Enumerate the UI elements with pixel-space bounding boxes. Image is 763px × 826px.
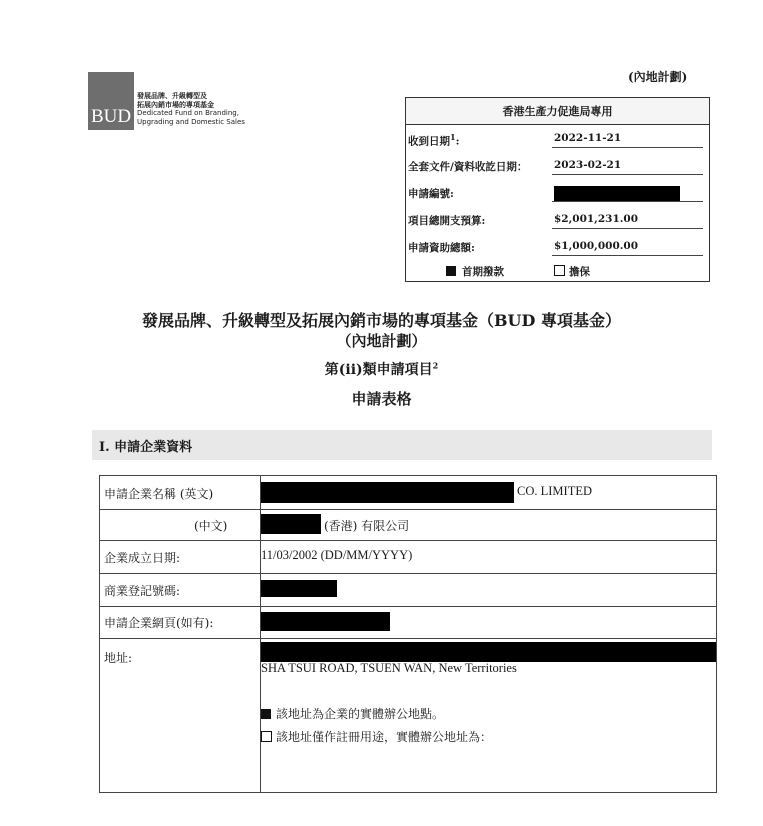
bud-logo: [88, 72, 134, 130]
name-en-label: 申請企業名稱 (英文): [104, 487, 214, 501]
logo-line: 發展品牌、升級轉型及: [137, 92, 207, 100]
footnote-mark: 2: [432, 360, 439, 371]
office-value: $2,001,231.00: [554, 213, 639, 225]
office-label: 項目總開支預算:: [408, 215, 486, 227]
applicant-info-table: [99, 475, 717, 793]
option-label: 該地址為企業的實體辦公地點。: [276, 707, 445, 721]
office-row-funding: [406, 234, 709, 260]
address-option-physical[interactable]: [261, 705, 444, 722]
address-option-registered-only[interactable]: [261, 728, 492, 745]
established-value: 11/03/2002 (DD/MM/YYYY): [261, 548, 413, 562]
website-label: 申請企業網頁(如有):: [104, 616, 214, 630]
option-label: 首期撥款: [462, 266, 504, 278]
name-zh-label: (中文): [194, 519, 228, 533]
office-row-received-date: [406, 126, 709, 152]
address-value: SHA TSUI ROAD, TSUEN WAN, New Territories: [261, 661, 517, 675]
form-type: 申請表格: [351, 390, 412, 408]
form-title: 發展品牌、升級轉型及拓展內銷市場的專項基金（BUD 專項基金）: [142, 311, 621, 330]
option-label: 該地址僅作註冊用途，實體辦公地址為：: [276, 730, 493, 744]
redacted-block: [261, 580, 337, 597]
logo-line: 拓展內銷市場的專項基金: [137, 100, 214, 109]
empty-box-icon: [554, 265, 565, 276]
office-label: 全套文件/資料收訖日期：: [408, 161, 528, 173]
form-subtitle: （內地計劃）: [336, 332, 427, 350]
checked-box-icon: [446, 266, 456, 276]
name-en-value: CO. LIMITED: [517, 484, 592, 498]
office-label: 收到日期: [408, 135, 450, 148]
office-row-options: [406, 258, 709, 284]
office-label-suffix: :: [455, 135, 460, 148]
form-category: [0, 359, 763, 379]
option-first-payment[interactable]: [446, 264, 504, 279]
office-use-box: [405, 97, 710, 282]
logo-mark: BUD: [90, 106, 132, 127]
office-use-title: 香港生產力促進局專用: [406, 98, 709, 125]
office-value: $1,000,000.00: [554, 240, 639, 252]
office-row-application-no: [406, 180, 709, 206]
br-number-label: 商業登記號碼:: [104, 584, 181, 598]
established-label: 企業成立日期:: [104, 551, 181, 565]
redacted-block: [261, 482, 514, 503]
name-zh-value: (香港) 有限公司: [324, 519, 410, 533]
redacted-block: [261, 612, 390, 631]
checked-box-icon: [261, 709, 271, 719]
office-label: 申請資助總額:: [408, 242, 475, 254]
footnote-mark: 1: [450, 132, 456, 142]
redacted-block: [261, 642, 716, 662]
office-row-complete-date: [406, 153, 709, 179]
office-value: 2023-02-21: [554, 159, 622, 171]
redacted-block: [261, 514, 321, 534]
logo-text: [137, 92, 245, 126]
redacted-block: [554, 186, 680, 201]
option-guarantee[interactable]: [554, 264, 590, 279]
logo-line: Upgrading and Domestic Sales: [137, 117, 245, 126]
section-header: I. 申請企業資料: [92, 430, 712, 460]
category-text: 第(ii)類申請項目: [324, 362, 433, 378]
office-label: 申請編號:: [408, 188, 454, 200]
office-row-budget: [406, 207, 709, 233]
option-label: 擔保: [569, 266, 590, 278]
program-tag: (內地計劃): [628, 70, 688, 84]
logo-line: Dedicated Fund on Branding,: [137, 109, 239, 117]
office-value: 2022-11-21: [554, 132, 622, 144]
empty-box-icon: [261, 731, 272, 742]
address-label: 地址:: [104, 651, 133, 665]
